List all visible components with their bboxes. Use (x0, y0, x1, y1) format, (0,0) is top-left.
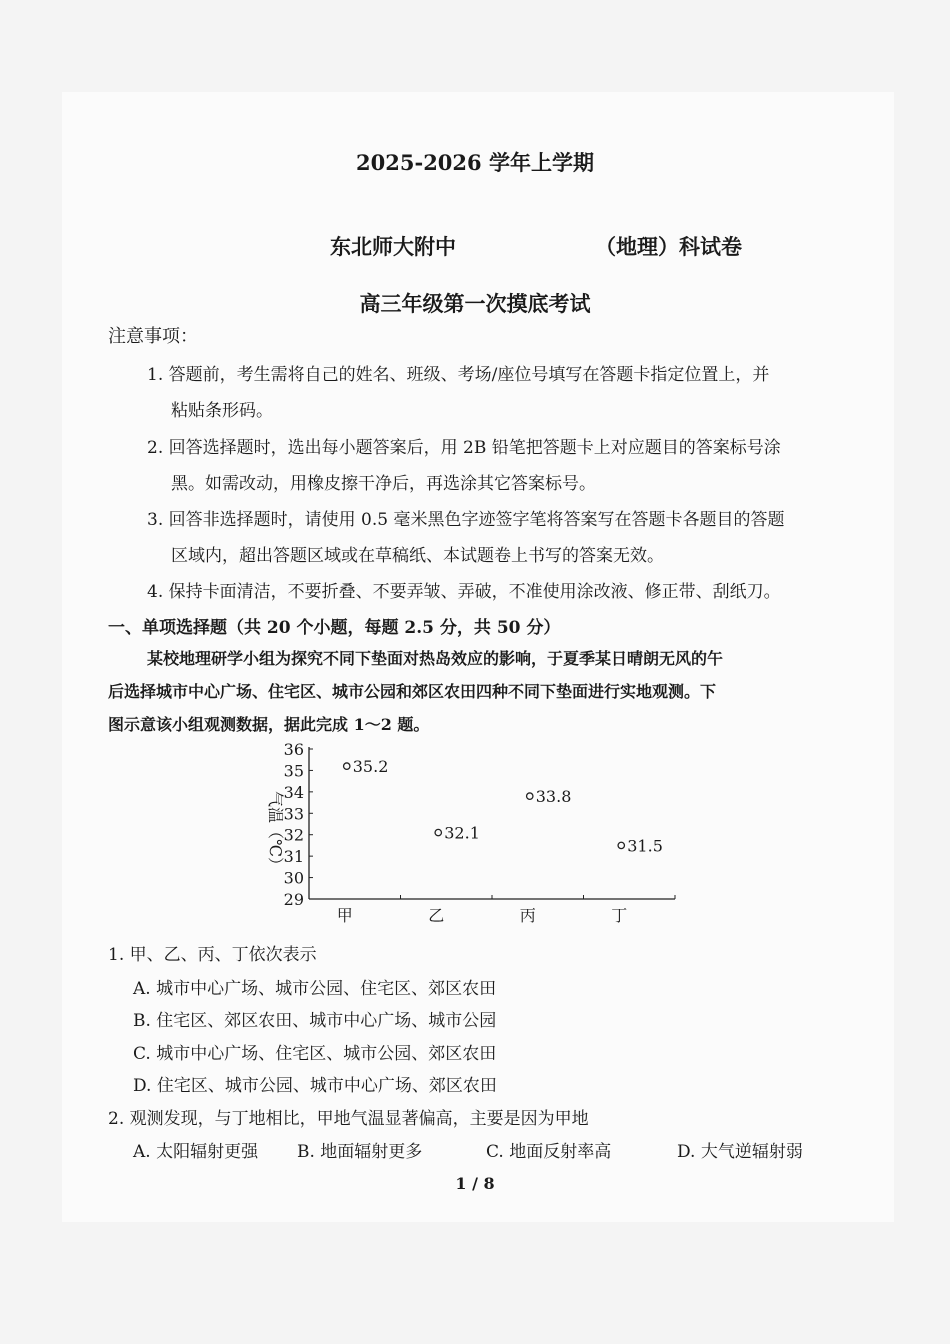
y-tick-label: 29 (283, 890, 304, 909)
notice-item-1-line-2: 粘贴条形码。 (171, 401, 273, 421)
notice-item-2-line-1: 2. 回答选择题时，选出每小题答案后，用 2B 铅笔把答题卡上对应题目的答案标号涂 (147, 438, 781, 458)
subject-title: （地理）科试卷 (595, 234, 742, 259)
exam-title: 高三年级第一次摸底考试 (359, 291, 591, 316)
data-point (618, 842, 624, 848)
school-name: 东北师大附中 (330, 234, 456, 259)
page-number: 1 / 8 (455, 1174, 495, 1193)
notice-item-3-line-2: 区域内，超出答题区域或在草稿纸、本试题卷上书写的答案无效。 (171, 546, 664, 566)
question-1-option-c: C. 城市中心广场、住宅区、城市公园、郊区农田 (133, 1044, 497, 1064)
x-category-label: 甲 (336, 906, 353, 925)
question-2-option-a: A. 太阳辐射更强 (133, 1142, 259, 1162)
y-tick-label: 36 (283, 740, 304, 759)
section-title: 一、单项选择题（共 20 个小题，每题 2.5 分，共 50 分） (108, 618, 561, 638)
data-point (344, 763, 350, 769)
y-axis-title: 气温（℃） (266, 791, 285, 873)
y-tick-label: 33 (283, 804, 304, 824)
data-label: 33.8 (535, 787, 572, 807)
question-2-option-b: B. 地面辐射更多 (297, 1142, 423, 1162)
notice-heading: 注意事项： (108, 326, 198, 347)
x-category-label: 乙 (428, 906, 445, 925)
y-tick-label: 32 (283, 825, 304, 845)
y-tick-label: 31 (283, 847, 304, 867)
data-label: 31.5 (627, 836, 663, 856)
x-category-label: 丙 (519, 906, 536, 925)
notice-item-3-line-1: 3. 回答非选择题时，请使用 0.5 毫米黑色字迹签字笔将答案写在答题卡各题目的答题 (147, 510, 785, 530)
y-tick-label: 35 (283, 761, 304, 781)
y-tick-label: 30 (283, 868, 304, 888)
section-intro-line-2: 后选择城市中心广场、住宅区、城市公园和郊区农田四种不同下垫面进行实地观测。下 (108, 682, 717, 701)
notice-item-1-line-1: 1. 答题前，考生需将自己的姓名、班级、考场/座位号填写在答题卡指定位置上，并 (147, 365, 770, 385)
section-intro-line-3: 图示意该小组观测数据，据此完成 1～2 题。 (108, 715, 430, 734)
x-category-label: 丁 (611, 906, 628, 925)
question-2-stem: 2. 观测发现，与丁地相比，甲地气温显著偏高，主要是因为甲地 (108, 1109, 589, 1129)
question-1-option-a: A. 城市中心广场、城市公园、住宅区、郊区农田 (133, 979, 497, 999)
notice-item-2-line-2: 黑。如需改动，用橡皮擦干净后，再选涂其它答案标号。 (171, 474, 596, 494)
data-label: 35.2 (352, 757, 389, 777)
section-intro-line-1: 某校地理研学小组为探究不同下垫面对热岛效应的影响，于夏季某日晴朗无风的午 (147, 649, 724, 668)
y-tick-label: 34 (283, 782, 304, 802)
notice-item-4: 4. 保持卡面清洁，不要折叠、不要弄皱、弄破，不准使用涂改液、修正带、刮纸刀。 (147, 582, 781, 602)
data-point (435, 829, 441, 835)
data-label: 32.1 (444, 823, 480, 843)
question-1-option-d: D. 住宅区、城市公园、城市中心广场、郊区农田 (133, 1076, 497, 1096)
data-point (527, 793, 533, 799)
question-1-stem: 1. 甲、乙、丙、丁依次表示 (108, 945, 317, 965)
question-1-option-b: B. 住宅区、郊区农田、城市中心广场、城市公园 (133, 1011, 497, 1031)
question-2-option-d: D. 大气逆辐射弱 (677, 1142, 803, 1162)
question-2-option-c: C. 地面反射率高 (486, 1142, 612, 1162)
term-heading: 2025-2026 学年上学期 (356, 150, 594, 175)
